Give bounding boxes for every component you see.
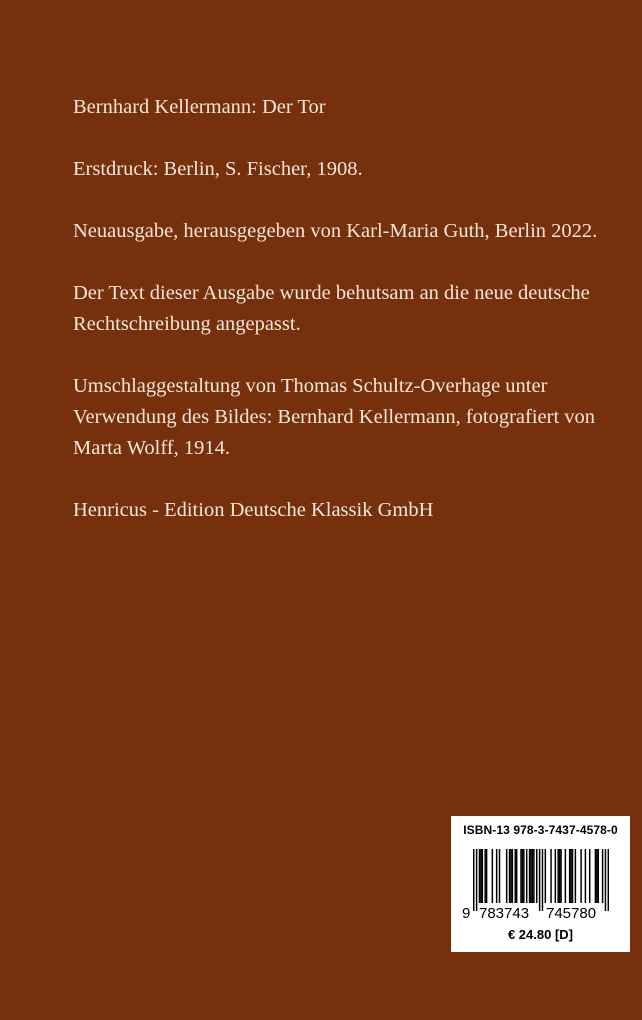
barcode-bar-23 xyxy=(533,849,534,903)
barcode-bar-28 xyxy=(550,849,551,903)
barcode-bar-42 xyxy=(596,849,597,903)
barcode-bar-2 xyxy=(479,849,480,903)
cover-credit: Umschlaggestaltung von Thomas Schultz-Overhage unter Verwendung des Bildes: Bernhard Kellermann, fotografiert von Marta Wolff, 1914. xyxy=(73,375,596,459)
barcode-bar-41 xyxy=(595,849,596,903)
barcode-bar-31 xyxy=(559,849,560,903)
barcode-bar-43 xyxy=(598,849,599,903)
barcode-bar-11 xyxy=(509,849,510,903)
barcode-bar-26 xyxy=(542,849,543,911)
isbn-barcode-box xyxy=(451,816,630,952)
price-label: € 24.80 [D] xyxy=(507,927,574,942)
barcode-bar-39 xyxy=(585,849,586,903)
barcode-bar-45 xyxy=(605,849,606,911)
barcode-bar-34 xyxy=(569,849,570,903)
barcode-bar-3 xyxy=(480,849,481,903)
imprint-text xyxy=(73,92,613,557)
barcode-bar-20 xyxy=(529,849,530,903)
barcode-bar-18 xyxy=(523,849,524,903)
barcode-bar-27 xyxy=(545,849,546,903)
barcode-bar-16 xyxy=(520,849,521,903)
barcode-bar-19 xyxy=(526,849,527,903)
barcode-bar-6 xyxy=(486,849,487,903)
barcode-bar-44 xyxy=(602,849,603,903)
barcode-bar-14 xyxy=(515,849,516,903)
barcode-bar-33 xyxy=(565,849,566,903)
publisher-line: Henricus - Edition Deutsche Klassik GmbH xyxy=(73,499,434,521)
barcode-bar-38 xyxy=(580,849,581,903)
barcode-bar-9 xyxy=(499,849,500,903)
title-line: Bernhard Kellermann: Der Tor xyxy=(73,96,326,118)
barcode-digit-first: 9 xyxy=(462,905,471,922)
barcode-bar-24 xyxy=(536,849,537,903)
barcode-bar-0 xyxy=(473,849,474,911)
barcode-bar-15 xyxy=(516,849,517,903)
barcode-bar-22 xyxy=(532,849,533,903)
barcode-digits-left: 783743 xyxy=(479,905,530,922)
barcode-bars xyxy=(473,849,609,911)
barcode-bar-29 xyxy=(555,849,556,903)
barcode-bar-17 xyxy=(522,849,523,903)
barcode-digits-right: 745780 xyxy=(546,905,597,922)
barcode-bar-10 xyxy=(506,849,507,903)
barcode-bar-7 xyxy=(492,849,493,903)
barcode-bar-4 xyxy=(482,849,483,903)
isbn-label: ISBN-13 978-3-7437-4578-0 xyxy=(463,823,618,837)
barcode-bar-35 xyxy=(570,849,571,903)
barcode-bar-12 xyxy=(510,849,511,903)
first-print-line: Erstdruck: Berlin, S. Fischer, 1908. xyxy=(73,158,363,180)
barcode-bar-21 xyxy=(530,849,531,903)
barcode-bar-32 xyxy=(560,849,561,903)
barcode-bar-36 xyxy=(572,849,573,903)
barcode-bar-1 xyxy=(476,849,477,911)
barcode-bar-13 xyxy=(512,849,513,903)
barcode-bar-25 xyxy=(539,849,540,911)
barcode-bar-46 xyxy=(608,849,609,911)
barcode-bar-40 xyxy=(589,849,590,903)
barcode-bar-8 xyxy=(496,849,497,903)
barcode-bar-30 xyxy=(557,849,558,903)
barcode-bar-37 xyxy=(575,849,576,903)
spelling-note: Der Text dieser Ausgabe wurde behutsam an die neue deutsche Rechtschreibung angepasst. xyxy=(73,282,590,335)
new-edition-line: Neuausgabe, herausgegeben von Karl-Maria Guth, Berlin 2022. xyxy=(73,220,598,242)
barcode-bar-5 xyxy=(484,849,485,903)
